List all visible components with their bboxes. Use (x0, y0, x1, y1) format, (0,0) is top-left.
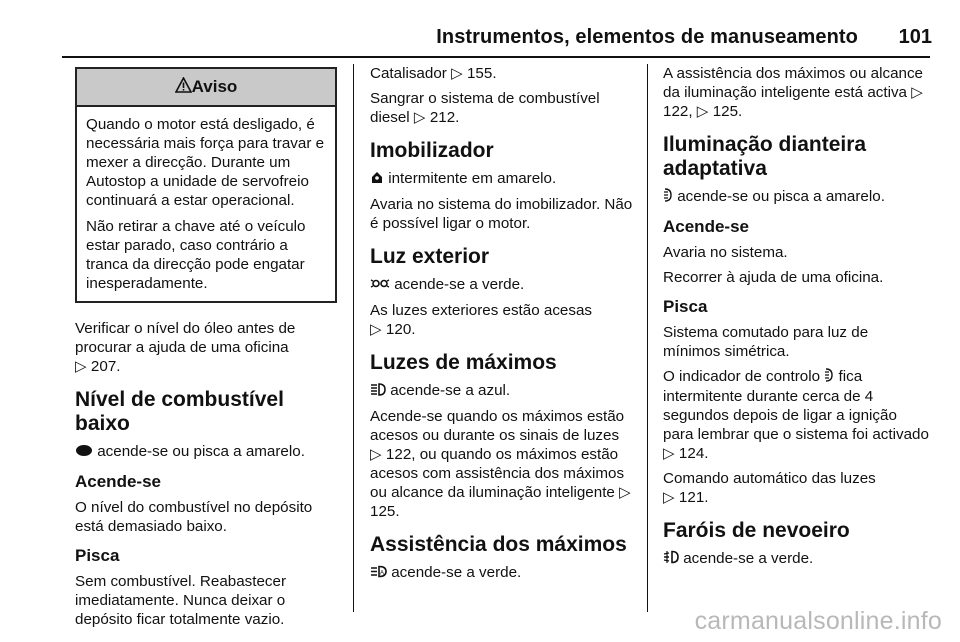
paragraph (663, 469, 929, 507)
page-ref[interactable]: 125. (712, 103, 743, 120)
paragraph: Sistema comutado para luz de mínimos simétrica. (663, 324, 869, 360)
page-ref[interactable]: 212. (429, 109, 460, 126)
arrow-ref-icon: ▷ (663, 489, 675, 506)
max-icon-text: acende-se a azul. (390, 382, 511, 399)
oil-text: Verificar o nível do óleo antes de procurar a ajuda de uma oficina (75, 320, 296, 356)
arrow-ref-icon: ▷ (75, 358, 87, 375)
arrow-ref-icon: ▷ (370, 446, 382, 463)
paragraph: Avaria no sistema. (663, 244, 788, 261)
imob-icon-text: intermitente em amarelo. (388, 170, 557, 187)
page-title: Instrumentos, elementos de manuseamento (436, 26, 858, 48)
page-number: 101 (898, 26, 932, 48)
arrow-ref-icon: ▷ (451, 65, 463, 82)
column-2 (370, 64, 634, 589)
warning-triangle-icon (175, 70, 192, 106)
section-heading: Luz exterior (370, 245, 490, 268)
max-ref-text: 122, ou quando os máximos estão acesos com assistência dos máximos ou alcance da iluminação inteligente (370, 446, 625, 501)
paragraph (370, 169, 634, 189)
paragraph (663, 549, 929, 569)
intro-text: A assistência dos máximos ou alcance da iluminação inteligente está activa (663, 65, 924, 101)
fuel-icon-text: acende-se ou pisca a amarelo. (97, 443, 305, 460)
page-ref[interactable]: 124. (678, 445, 709, 462)
arrow-ref-icon: ▷ (663, 445, 675, 462)
high-beam-assist-icon (370, 564, 387, 583)
adaptive-light-icon (663, 188, 673, 207)
warning-box (75, 67, 337, 303)
section-heading: Nível de combustível baixo (75, 388, 284, 435)
adapt-icon-text: acende-se ou pisca a amarelo. (677, 188, 885, 205)
key-car-icon (370, 170, 384, 189)
adaptive-light-icon (824, 368, 834, 387)
page-ref[interactable]: 155. (466, 65, 497, 82)
column-divider (353, 64, 354, 612)
column-1 (75, 64, 337, 635)
paragraph (370, 301, 634, 339)
paragraph (75, 319, 337, 376)
section-heading: Iluminação dianteira adaptativa (663, 133, 867, 180)
sangrar-text: Sangrar o sistema de combustível diesel (370, 90, 600, 126)
section-heading: Imobilizador (370, 139, 494, 162)
fuel-pump-icon (75, 443, 93, 462)
paragraph (663, 187, 929, 207)
warning-body (77, 107, 335, 301)
paragraph: O nível do combustível no depósito está demasiado baixo. (75, 499, 313, 535)
arrow-ref-icon: ▷ (370, 321, 382, 338)
page-ref[interactable]: 121. (678, 489, 709, 506)
arrow-ref-icon: ▷ (619, 484, 631, 501)
luz-icon-text: acende-se a verde. (394, 276, 525, 293)
pisca-text: O indicador de controlo (663, 368, 821, 385)
column-3 (663, 64, 929, 575)
warning-paragraph: Não retirar a chave até o veículo estar parado, caso contrário a tranca da direcção pode engatar inesperadamente. (86, 218, 306, 292)
paragraph (75, 442, 337, 462)
paragraph (370, 407, 634, 521)
paragraph: Recorrer à ajuda de uma oficina. (663, 269, 884, 286)
page-ref[interactable]: 122, (663, 103, 693, 120)
paragraph: Sem combustível. Reabastecer imediatamente. Nunca deixar o depósito ficar totalmente vazio. (75, 573, 287, 628)
column-divider (647, 64, 648, 612)
fog-icon-text: acende-se a verde. (683, 550, 814, 567)
catalisador-text: Catalisador (370, 65, 447, 82)
paragraph (370, 64, 634, 83)
paragraph: Avaria no sistema do imobilizador. Não é possível ligar o motor. (370, 196, 633, 232)
page-ref[interactable]: 125. (370, 503, 400, 520)
auto-text: Comando automático das luzes (663, 470, 876, 487)
exterior-light-icon (370, 276, 390, 295)
high-beam-icon (370, 382, 386, 401)
warning-header (77, 69, 335, 107)
section-heading: Assistência dos máximos (370, 533, 627, 556)
paragraph (663, 64, 929, 121)
subsection-heading: Pisca (75, 546, 120, 565)
pisca-text: fica intermitente durante cerca de 4 segundos depois de ligar a ignição para lembrar que o sistema foi activado (663, 368, 929, 443)
subsection-heading: Pisca (663, 297, 708, 316)
section-heading: Faróis de nevoeiro (663, 519, 850, 542)
section-heading: Luzes de máximos (370, 351, 557, 374)
assist-icon-text: acende-se a verde. (391, 564, 522, 581)
paragraph (370, 89, 634, 127)
warning-paragraph: Quando o motor está desligado, é necessária mais força para travar e mexer a direcção. Durante um Autostop a unidade de servofreio continuará a estar operacional. (86, 116, 325, 209)
fog-light-icon (663, 550, 679, 569)
arrow-ref-icon: ▷ (696, 103, 709, 120)
paragraph (370, 381, 634, 401)
warning-heading: Aviso (191, 77, 238, 96)
header-rule (62, 56, 930, 58)
page-header (0, 0, 960, 56)
arrow-ref-icon: ▷ (413, 109, 426, 126)
page-ref[interactable]: 207. (90, 358, 121, 375)
subsection-heading: Acende-se (75, 472, 161, 491)
paragraph (370, 275, 634, 295)
luz-text: As luzes exteriores estão acesas (370, 302, 593, 319)
arrow-ref-icon: ▷ (911, 84, 923, 101)
subsection-heading: Acende-se (663, 217, 749, 236)
paragraph (370, 563, 634, 583)
svg-text:A: A (380, 570, 385, 577)
watermark: carmanualsonline.info (694, 607, 942, 635)
paragraph (663, 367, 929, 463)
max-text: Acende-se quando os máximos estão acesos ou durante os sinais de luzes (370, 408, 625, 444)
page-ref[interactable]: 120. (385, 321, 416, 338)
